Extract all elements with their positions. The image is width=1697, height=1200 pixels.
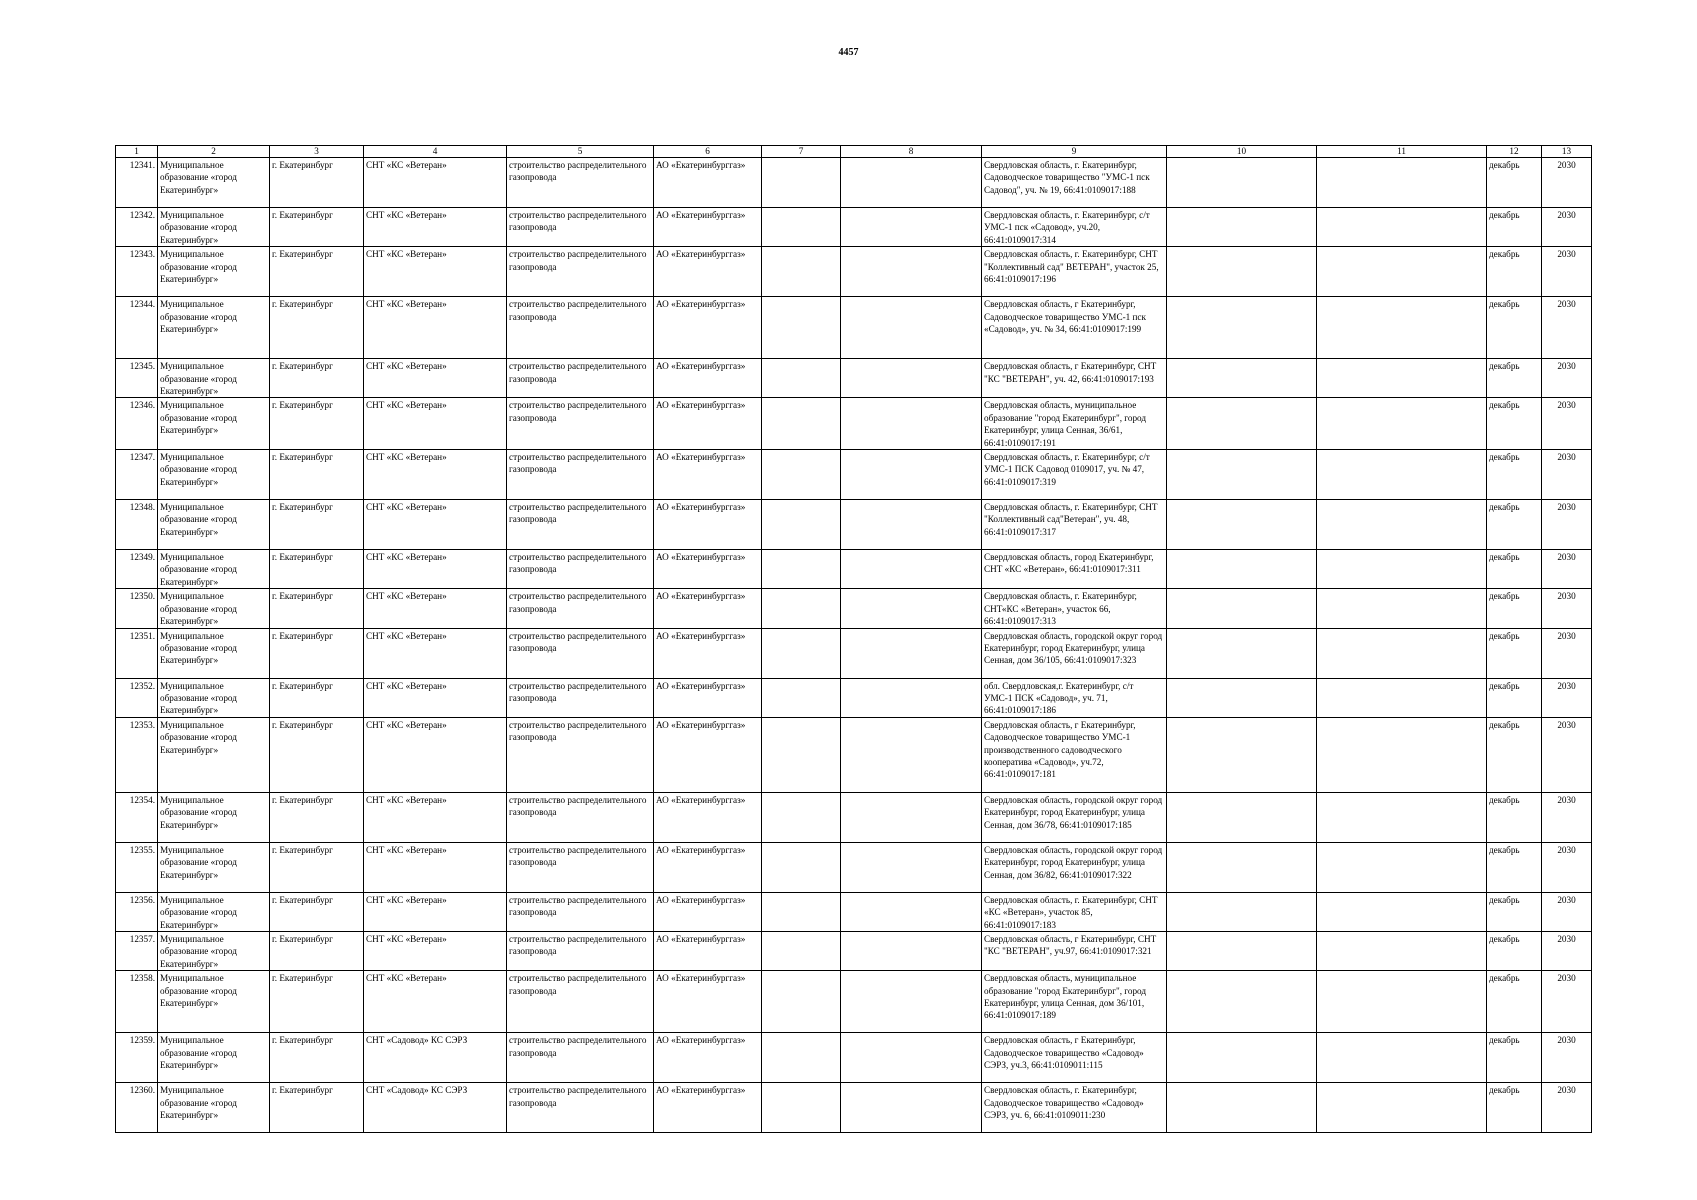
table-row [116, 892, 1592, 931]
municipality-cell: Муниципальное образование «город Екатеринбург» [158, 158, 270, 208]
column-7-cell [762, 931, 841, 970]
address-cell: Свердловская область, муниципальное образование "город Екатеринбург", город Екатеринбург, улица Сенная, дом 36/101, 66:41:0109017:189 [982, 971, 1167, 1033]
column-11-cell [1317, 1033, 1487, 1083]
organization-cell: АО «Екатеринбурггаз» [654, 792, 762, 842]
municipality-cell: Муниципальное образование «город Екатеринбург» [158, 398, 270, 450]
column-11-cell [1317, 500, 1487, 550]
organization-cell: АО «Екатеринбурггаз» [654, 931, 762, 970]
column-7-cell [762, 247, 841, 297]
column-10-cell [1167, 500, 1317, 550]
column-7-cell [762, 450, 841, 500]
municipality-cell: Муниципальное образование «город Екатеринбург» [158, 550, 270, 589]
year-cell: 2030 [1542, 158, 1592, 208]
month-cell: декабрь [1487, 247, 1542, 297]
year-cell: 2030 [1542, 247, 1592, 297]
year-cell: 2030 [1542, 1033, 1592, 1083]
column-8-cell [841, 550, 982, 589]
snt-name-cell: СНТ «КС «Ветеран» [364, 842, 507, 892]
table-row [116, 931, 1592, 970]
address-cell: Свердловская область, г Екатеринбург, Садоводческое товарищество «Садовод» СЭРЗ, уч.3, 66:41:0109011:115 [982, 1033, 1167, 1083]
column-8-cell [841, 208, 982, 247]
column-10-cell [1167, 247, 1317, 297]
address-cell: Свердловская область, г Екатеринбург, Садоводческое товарищество УМС-1 производственного садоводческого кооператива «Садовод», уч.72, 66:41:0109017:181 [982, 717, 1167, 792]
city-cell: г. Екатеринбург [270, 842, 364, 892]
column-8-cell [841, 398, 982, 450]
column-7-cell [762, 842, 841, 892]
month-cell: декабрь [1487, 892, 1542, 931]
address-cell: Свердловская область, г. Екатеринбург, с/т УМС-1 пск «Садовод», уч.20, 66:41:0109017:314 [982, 208, 1167, 247]
row-number-cell: 12358. [116, 971, 158, 1033]
snt-name-cell: СНТ «КС «Ветеран» [364, 500, 507, 550]
column-header-8: 8 [841, 146, 982, 158]
organization-cell: АО «Екатеринбурггаз» [654, 717, 762, 792]
column-11-cell [1317, 931, 1487, 970]
column-8-cell [841, 158, 982, 208]
year-cell: 2030 [1542, 589, 1592, 628]
column-header-12: 12 [1487, 146, 1542, 158]
column-header-4: 4 [364, 146, 507, 158]
city-cell: г. Екатеринбург [270, 398, 364, 450]
city-cell: г. Екатеринбург [270, 247, 364, 297]
column-10-cell [1167, 717, 1317, 792]
work-type-cell: строительство распределительного газопровода [507, 1033, 654, 1083]
row-number-cell: 12351. [116, 628, 158, 678]
row-number-cell: 12360. [116, 1083, 158, 1133]
organization-cell: АО «Екатеринбурггаз» [654, 1033, 762, 1083]
address-cell: Свердловская область, г. Екатеринбург, СНТ «КС «Ветеран», участок 85, 66:41:0109017:183 [982, 892, 1167, 931]
column-header-7: 7 [762, 146, 841, 158]
year-cell: 2030 [1542, 931, 1592, 970]
city-cell: г. Екатеринбург [270, 158, 364, 208]
table-row [116, 792, 1592, 842]
column-7-cell [762, 359, 841, 398]
row-number-cell: 12348. [116, 500, 158, 550]
row-number-cell: 12352. [116, 678, 158, 717]
table-row [116, 450, 1592, 500]
organization-cell: АО «Екатеринбурггаз» [654, 450, 762, 500]
column-11-cell [1317, 717, 1487, 792]
row-number-cell: 12356. [116, 892, 158, 931]
organization-cell: АО «Екатеринбурггаз» [654, 550, 762, 589]
municipality-cell: Муниципальное образование «город Екатеринбург» [158, 971, 270, 1033]
column-11-cell [1317, 550, 1487, 589]
snt-name-cell: СНТ «КС «Ветеран» [364, 628, 507, 678]
municipality-cell: Муниципальное образование «город Екатеринбург» [158, 359, 270, 398]
column-7-cell [762, 297, 841, 359]
snt-name-cell: СНТ «КС «Ветеран» [364, 297, 507, 359]
month-cell: декабрь [1487, 628, 1542, 678]
column-7-cell [762, 971, 841, 1033]
column-10-cell [1167, 398, 1317, 450]
snt-name-cell: СНТ «КС «Ветеран» [364, 589, 507, 628]
table-row [116, 971, 1592, 1033]
row-number-cell: 12341. [116, 158, 158, 208]
snt-name-cell: СНТ «КС «Ветеран» [364, 717, 507, 792]
municipality-cell: Муниципальное образование «город Екатеринбург» [158, 247, 270, 297]
column-7-cell [762, 892, 841, 931]
organization-cell: АО «Екатеринбурггаз» [654, 297, 762, 359]
year-cell: 2030 [1542, 1083, 1592, 1133]
column-8-cell [841, 450, 982, 500]
municipality-cell: Муниципальное образование «город Екатеринбург» [158, 500, 270, 550]
work-type-cell: строительство распределительного газопровода [507, 398, 654, 450]
municipality-cell: Муниципальное образование «город Екатеринбург» [158, 842, 270, 892]
address-cell: Свердловская область, г Екатеринбург, СНТ "КС "ВЕТЕРАН", уч. 42, 66:41:0109017:193 [982, 359, 1167, 398]
month-cell: декабрь [1487, 297, 1542, 359]
organization-cell: АО «Екатеринбурггаз» [654, 398, 762, 450]
column-11-cell [1317, 297, 1487, 359]
organization-cell: АО «Екатеринбурггаз» [654, 158, 762, 208]
column-11-cell [1317, 842, 1487, 892]
snt-name-cell: СНТ «КС «Ветеран» [364, 158, 507, 208]
column-8-cell [841, 931, 982, 970]
year-cell: 2030 [1542, 208, 1592, 247]
column-10-cell [1167, 450, 1317, 500]
city-cell: г. Екатеринбург [270, 550, 364, 589]
city-cell: г. Екатеринбург [270, 500, 364, 550]
column-11-cell [1317, 450, 1487, 500]
row-number-cell: 12357. [116, 931, 158, 970]
municipality-cell: Муниципальное образование «город Екатеринбург» [158, 589, 270, 628]
column-8-cell [841, 589, 982, 628]
row-number-cell: 12353. [116, 717, 158, 792]
year-cell: 2030 [1542, 971, 1592, 1033]
city-cell: г. Екатеринбург [270, 589, 364, 628]
address-cell: Свердловская область, г. Екатеринбург, СНТ "Коллективный сад" ВЕТЕРАН", участок 25, 66:41:0109017:196 [982, 247, 1167, 297]
month-cell: декабрь [1487, 1033, 1542, 1083]
city-cell: г. Екатеринбург [270, 628, 364, 678]
row-number-cell: 12342. [116, 208, 158, 247]
snt-name-cell: СНТ «КС «Ветеран» [364, 550, 507, 589]
column-8-cell [841, 717, 982, 792]
snt-name-cell: СНТ «КС «Ветеран» [364, 931, 507, 970]
row-number-cell: 12354. [116, 792, 158, 842]
table-row [116, 1083, 1592, 1133]
column-7-cell [762, 550, 841, 589]
column-11-cell [1317, 678, 1487, 717]
snt-name-cell: СНТ «КС «Ветеран» [364, 247, 507, 297]
organization-cell: АО «Екатеринбурггаз» [654, 500, 762, 550]
column-8-cell [841, 678, 982, 717]
organization-cell: АО «Екатеринбурггаз» [654, 842, 762, 892]
column-7-cell [762, 792, 841, 842]
column-header-9: 9 [982, 146, 1167, 158]
column-8-cell [841, 1033, 982, 1083]
organization-cell: АО «Екатеринбурггаз» [654, 208, 762, 247]
column-header-3: 3 [270, 146, 364, 158]
column-8-cell [841, 792, 982, 842]
year-cell: 2030 [1542, 450, 1592, 500]
column-10-cell [1167, 842, 1317, 892]
row-number-cell: 12350. [116, 589, 158, 628]
column-8-cell [841, 500, 982, 550]
city-cell: г. Екатеринбург [270, 208, 364, 247]
column-11-cell [1317, 792, 1487, 842]
month-cell: декабрь [1487, 717, 1542, 792]
column-11-cell [1317, 208, 1487, 247]
city-cell: г. Екатеринбург [270, 1033, 364, 1083]
organization-cell: АО «Екатеринбурггаз» [654, 247, 762, 297]
work-type-cell: строительство распределительного газопровода [507, 500, 654, 550]
work-type-cell: строительство распределительного газопровода [507, 717, 654, 792]
work-type-cell: строительство распределительного газопровода [507, 678, 654, 717]
month-cell: декабрь [1487, 1083, 1542, 1133]
row-number-cell: 12347. [116, 450, 158, 500]
row-number-cell: 12343. [116, 247, 158, 297]
column-10-cell [1167, 550, 1317, 589]
table-row [116, 500, 1592, 550]
month-cell: декабрь [1487, 971, 1542, 1033]
column-header-5: 5 [507, 146, 654, 158]
month-cell: декабрь [1487, 450, 1542, 500]
column-7-cell [762, 158, 841, 208]
month-cell: декабрь [1487, 589, 1542, 628]
snt-name-cell: СНТ «КС «Ветеран» [364, 678, 507, 717]
table-row [116, 1033, 1592, 1083]
work-type-cell: строительство распределительного газопровода [507, 892, 654, 931]
row-number-cell: 12344. [116, 297, 158, 359]
column-10-cell [1167, 931, 1317, 970]
address-cell: Свердловская область, г Екатеринбург, Садоводческое товарищество УМС-1 пск «Садовод», уч. № 34, 66:41:0109017:199 [982, 297, 1167, 359]
organization-cell: АО «Екатеринбурггаз» [654, 678, 762, 717]
row-number-cell: 12346. [116, 398, 158, 450]
address-cell: Свердловская область, город Екатеринбург, СНТ «КС «Ветеран», 66:41:0109017:311 [982, 550, 1167, 589]
work-type-cell: строительство распределительного газопровода [507, 550, 654, 589]
column-11-cell [1317, 1083, 1487, 1133]
organization-cell: АО «Екатеринбурггаз» [654, 892, 762, 931]
row-number-cell: 12349. [116, 550, 158, 589]
municipality-cell: Муниципальное образование «город Екатеринбург» [158, 931, 270, 970]
municipality-cell: Муниципальное образование «город Екатеринбург» [158, 208, 270, 247]
table-row [116, 589, 1592, 628]
address-cell: Свердловская область, муниципальное образование "город Екатеринбург", город Екатеринбург, улица Сенная, 36/61, 66:41:0109017:191 [982, 398, 1167, 450]
row-number-cell: 12359. [116, 1033, 158, 1083]
column-10-cell [1167, 1033, 1317, 1083]
column-header-1: 1 [116, 146, 158, 158]
table-row [116, 678, 1592, 717]
work-type-cell: строительство распределительного газопровода [507, 842, 654, 892]
work-type-cell: строительство распределительного газопровода [507, 792, 654, 842]
municipality-cell: Муниципальное образование «город Екатеринбург» [158, 792, 270, 842]
column-8-cell [841, 971, 982, 1033]
work-type-cell: строительство распределительного газопровода [507, 931, 654, 970]
city-cell: г. Екатеринбург [270, 717, 364, 792]
snt-name-cell: СНТ «КС «Ветеран» [364, 398, 507, 450]
work-type-cell: строительство распределительного газопровода [507, 628, 654, 678]
month-cell: декабрь [1487, 158, 1542, 208]
work-type-cell: строительство распределительного газопровода [507, 247, 654, 297]
column-11-cell [1317, 892, 1487, 931]
address-cell: Свердловская область, городской округ город Екатеринбург, город Екатеринбург, улица Сенная, дом 36/105, 66:41:0109017:323 [982, 628, 1167, 678]
month-cell: декабрь [1487, 359, 1542, 398]
city-cell: г. Екатеринбург [270, 297, 364, 359]
column-11-cell [1317, 158, 1487, 208]
address-cell: Свердловская область, городской округ город Екатеринбург, город Екатеринбург, улица Сенная, дом 36/78, 66:41:0109017:185 [982, 792, 1167, 842]
column-11-cell [1317, 359, 1487, 398]
municipality-cell: Муниципальное образование «город Екатеринбург» [158, 297, 270, 359]
column-11-cell [1317, 398, 1487, 450]
city-cell: г. Екатеринбург [270, 892, 364, 931]
column-11-cell [1317, 628, 1487, 678]
organization-cell: АО «Екатеринбурггаз» [654, 359, 762, 398]
work-type-cell: строительство распределительного газопровода [507, 359, 654, 398]
organization-cell: АО «Екатеринбурггаз» [654, 628, 762, 678]
year-cell: 2030 [1542, 398, 1592, 450]
month-cell: декабрь [1487, 208, 1542, 247]
year-cell: 2030 [1542, 792, 1592, 842]
table-row [116, 628, 1592, 678]
column-7-cell [762, 717, 841, 792]
page-number: 4457 [838, 47, 859, 58]
main-table [115, 145, 1592, 1133]
address-cell: Свердловская область, г. Екатеринбург, Садоводческое товарищество «Садовод» СЭРЗ, уч. 6, 66:41:0109011:230 [982, 1083, 1167, 1133]
address-cell: обл. Свердловская,г. Екатеринбург, с/т УМС-1 ПСК «Садовод», уч. 71, 66:41:0109017:186 [982, 678, 1167, 717]
column-7-cell [762, 1083, 841, 1133]
municipality-cell: Муниципальное образование «город Екатеринбург» [158, 628, 270, 678]
city-cell: г. Екатеринбург [270, 450, 364, 500]
month-cell: декабрь [1487, 792, 1542, 842]
month-cell: декабрь [1487, 842, 1542, 892]
municipality-cell: Муниципальное образование «город Екатеринбург» [158, 1033, 270, 1083]
address-cell: Свердловская область, г. Екатеринбург, СНТ«КС «Ветеран», участок 66, 66:41:0109017:313 [982, 589, 1167, 628]
snt-name-cell: СНТ «КС «Ветеран» [364, 208, 507, 247]
snt-name-cell: СНТ «КС «Ветеран» [364, 792, 507, 842]
column-8-cell [841, 628, 982, 678]
municipality-cell: Муниципальное образование «город Екатеринбург» [158, 717, 270, 792]
month-cell: декабрь [1487, 678, 1542, 717]
work-type-cell: строительство распределительного газопровода [507, 450, 654, 500]
header-row [116, 146, 1592, 158]
address-cell: Свердловская область, г Екатеринбург, СНТ "КС "ВЕТЕРАН", уч.97, 66:41:0109017:321 [982, 931, 1167, 970]
table-row [116, 208, 1592, 247]
year-cell: 2030 [1542, 359, 1592, 398]
address-cell: Свердловская область, городской округ город Екатеринбург, город Екатеринбург, улица Сенная, дом 36/82, 66:41:0109017:322 [982, 842, 1167, 892]
year-cell: 2030 [1542, 500, 1592, 550]
month-cell: декабрь [1487, 500, 1542, 550]
column-8-cell [841, 1083, 982, 1133]
column-8-cell [841, 892, 982, 931]
column-10-cell [1167, 208, 1317, 247]
snt-name-cell: СНТ «КС «Ветеран» [364, 359, 507, 398]
city-cell: г. Екатеринбург [270, 1083, 364, 1133]
table-body [116, 158, 1592, 1133]
year-cell: 2030 [1542, 628, 1592, 678]
city-cell: г. Екатеринбург [270, 792, 364, 842]
work-type-cell: строительство распределительного газопровода [507, 1083, 654, 1133]
municipality-cell: Муниципальное образование «город Екатеринбург» [158, 892, 270, 931]
table-row [116, 297, 1592, 359]
snt-name-cell: СНТ «Садовод» КС СЭРЗ [364, 1083, 507, 1133]
year-cell: 2030 [1542, 297, 1592, 359]
snt-name-cell: СНТ «КС «Ветеран» [364, 892, 507, 931]
column-7-cell [762, 678, 841, 717]
month-cell: декабрь [1487, 398, 1542, 450]
column-8-cell [841, 842, 982, 892]
column-10-cell [1167, 892, 1317, 931]
column-11-cell [1317, 589, 1487, 628]
table-row [116, 550, 1592, 589]
column-7-cell [762, 1033, 841, 1083]
work-type-cell: строительство распределительного газопровода [507, 208, 654, 247]
column-10-cell [1167, 628, 1317, 678]
column-header-11: 11 [1317, 146, 1487, 158]
column-10-cell [1167, 971, 1317, 1033]
year-cell: 2030 [1542, 678, 1592, 717]
address-cell: Свердловская область, г. Екатеринбург, Садоводческое товарищество "УМС-1 пск Садовод", уч. № 19, 66:41:0109017:188 [982, 158, 1167, 208]
work-type-cell: строительство распределительного газопровода [507, 971, 654, 1033]
column-10-cell [1167, 589, 1317, 628]
column-10-cell [1167, 359, 1317, 398]
column-10-cell [1167, 792, 1317, 842]
address-cell: Свердловская область, г. Екатеринбург, с/т УМС-1 ПСК Садовод 0109017, уч. № 47, 66:41:0109017:319 [982, 450, 1167, 500]
city-cell: г. Екатеринбург [270, 971, 364, 1033]
snt-name-cell: СНТ «Садовод» КС СЭРЗ [364, 1033, 507, 1083]
work-type-cell: строительство распределительного газопровода [507, 158, 654, 208]
row-number-cell: 12345. [116, 359, 158, 398]
column-10-cell [1167, 1083, 1317, 1133]
city-cell: г. Екатеринбург [270, 678, 364, 717]
table-row [116, 842, 1592, 892]
column-8-cell [841, 359, 982, 398]
column-11-cell [1317, 247, 1487, 297]
column-10-cell [1167, 158, 1317, 208]
city-cell: г. Екатеринбург [270, 931, 364, 970]
table-row [116, 158, 1592, 208]
year-cell: 2030 [1542, 550, 1592, 589]
column-header-6: 6 [654, 146, 762, 158]
snt-name-cell: СНТ «КС «Ветеран» [364, 450, 507, 500]
column-10-cell [1167, 297, 1317, 359]
table-row [116, 359, 1592, 398]
municipality-cell: Муниципальное образование «город Екатеринбург» [158, 678, 270, 717]
snt-name-cell: СНТ «КС «Ветеран» [364, 971, 507, 1033]
month-cell: декабрь [1487, 931, 1542, 970]
column-8-cell [841, 297, 982, 359]
column-header-10: 10 [1167, 146, 1317, 158]
year-cell: 2030 [1542, 892, 1592, 931]
year-cell: 2030 [1542, 842, 1592, 892]
municipality-cell: Муниципальное образование «город Екатеринбург» [158, 1083, 270, 1133]
organization-cell: АО «Екатеринбурггаз» [654, 971, 762, 1033]
month-cell: декабрь [1487, 550, 1542, 589]
column-header-13: 13 [1542, 146, 1592, 158]
organization-cell: АО «Екатеринбурггаз» [654, 589, 762, 628]
column-7-cell [762, 500, 841, 550]
column-10-cell [1167, 678, 1317, 717]
year-cell: 2030 [1542, 717, 1592, 792]
column-11-cell [1317, 971, 1487, 1033]
city-cell: г. Екатеринбург [270, 359, 364, 398]
municipality-cell: Муниципальное образование «город Екатеринбург» [158, 450, 270, 500]
work-type-cell: строительство распределительного газопровода [507, 297, 654, 359]
address-cell: Свердловская область, г. Екатеринбург, СНТ "Коллективный сад"Ветеран", уч. 48, 66:41:0109017:317 [982, 500, 1167, 550]
organization-cell: АО «Екатеринбурггаз» [654, 1083, 762, 1133]
table-row [116, 398, 1592, 450]
column-7-cell [762, 628, 841, 678]
table-row [116, 247, 1592, 297]
column-8-cell [841, 247, 982, 297]
work-type-cell: строительство распределительного газопровода [507, 589, 654, 628]
table-row [116, 717, 1592, 792]
row-number-cell: 12355. [116, 842, 158, 892]
column-7-cell [762, 398, 841, 450]
column-header-2: 2 [158, 146, 270, 158]
column-7-cell [762, 589, 841, 628]
column-7-cell [762, 208, 841, 247]
